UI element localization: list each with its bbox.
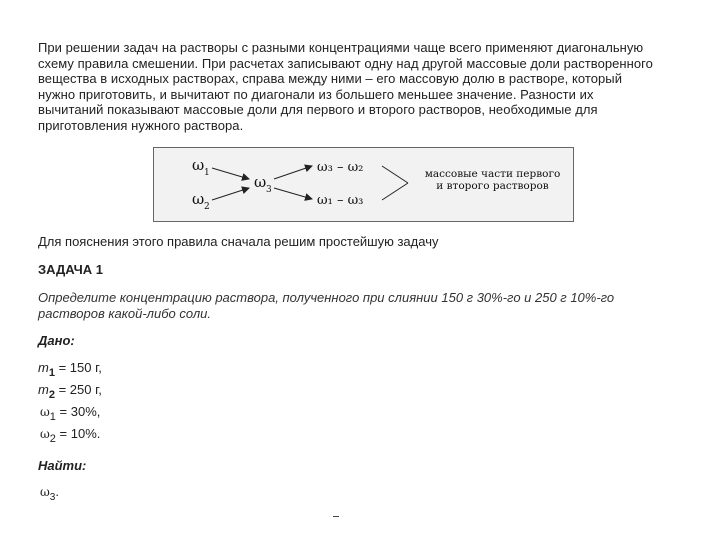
intro-line: схему правила смешении. При расчетах записывают одну над другой массовые доли растворенного <box>38 55 653 71</box>
m2-value: = 250 г, <box>58 382 102 397</box>
task-statement-line: Определите концентрацию раствора, полученного при слиянии 150 г 30%-го и 250 г 10%-го <box>38 290 615 305</box>
mass-parts-label-line2: и второго растворов <box>436 180 549 192</box>
arrow-omega1-to-omega3 <box>212 168 249 179</box>
explanation-sentence: Для пояснения этого правила сначала решим простейшую задачу <box>38 234 439 249</box>
omega2-given-symbol: ω <box>40 427 50 441</box>
top-difference: ω₃ – ω₂ <box>317 160 364 175</box>
omega3-find-subscript: 3 <box>49 492 56 503</box>
omega2-symbol: ω <box>192 190 205 208</box>
omega1-given-value: = 30%, <box>59 404 101 419</box>
find-title: Найти: <box>38 458 87 473</box>
given-m1 <box>38 360 102 379</box>
given-m2 <box>38 382 102 401</box>
intro-line: вычитаний показывают массовые доли для первого и второго растворов, необходимые для <box>38 102 598 117</box>
arrow-omega3-to-bottom <box>274 188 312 199</box>
task-statement-line: растворов какой-либо соли. <box>38 306 212 321</box>
arrow-omega2-to-omega3 <box>212 188 249 200</box>
intro-line: вещества в исходных растворах, справа между ними – его массовую долю в растворе, который <box>38 71 623 86</box>
m1-subscript: 1 <box>48 367 55 379</box>
bracket-top <box>382 166 408 183</box>
omega3-find-symbol: ω <box>40 485 50 499</box>
decorative-dash <box>333 516 339 517</box>
omega3-find-tail: . <box>55 484 59 499</box>
m1-value: = 150 г, <box>58 360 102 375</box>
bottom-difference: ω₁ – ω₃ <box>317 193 364 208</box>
omega1-given-subscript: 1 <box>49 411 56 423</box>
m2-variable: m <box>38 382 49 397</box>
task-statement <box>38 290 678 322</box>
omega1-given-symbol: ω <box>40 405 50 419</box>
omega3-symbol: ω <box>254 173 267 191</box>
omega2-sub: 2 <box>204 202 210 212</box>
omega1-sub: 1 <box>204 168 210 178</box>
mass-parts-label <box>415 168 570 192</box>
task-title: ЗАДАЧА 1 <box>38 262 104 277</box>
given-w1 <box>40 404 101 423</box>
intro-paragraph <box>38 40 688 133</box>
given-title: Дано: <box>38 333 75 348</box>
intro-line: При решении задач на растворы с разными концентрациями чаще всего применяют диагональную <box>38 40 644 55</box>
find-omega3 <box>40 484 59 503</box>
arrow-omega3-to-top <box>274 166 312 179</box>
omega2-given-value: = 10%. <box>59 426 101 441</box>
intro-line: нужно приготовить, и вычитают по диагонали из большего меньшее значение. Разности их <box>38 86 594 102</box>
mass-parts-label-line1: массовые части первого <box>424 168 561 180</box>
omega2-given-subscript: 2 <box>49 433 56 445</box>
omega3-sub: 3 <box>266 185 272 195</box>
given-w2 <box>40 426 101 445</box>
intro-line: приготовления нужного раствора. <box>38 117 244 133</box>
bracket-bottom <box>382 183 408 200</box>
m2-subscript: 2 <box>48 389 55 401</box>
m1-variable: m <box>38 360 49 375</box>
omega1-symbol: ω <box>192 156 205 174</box>
